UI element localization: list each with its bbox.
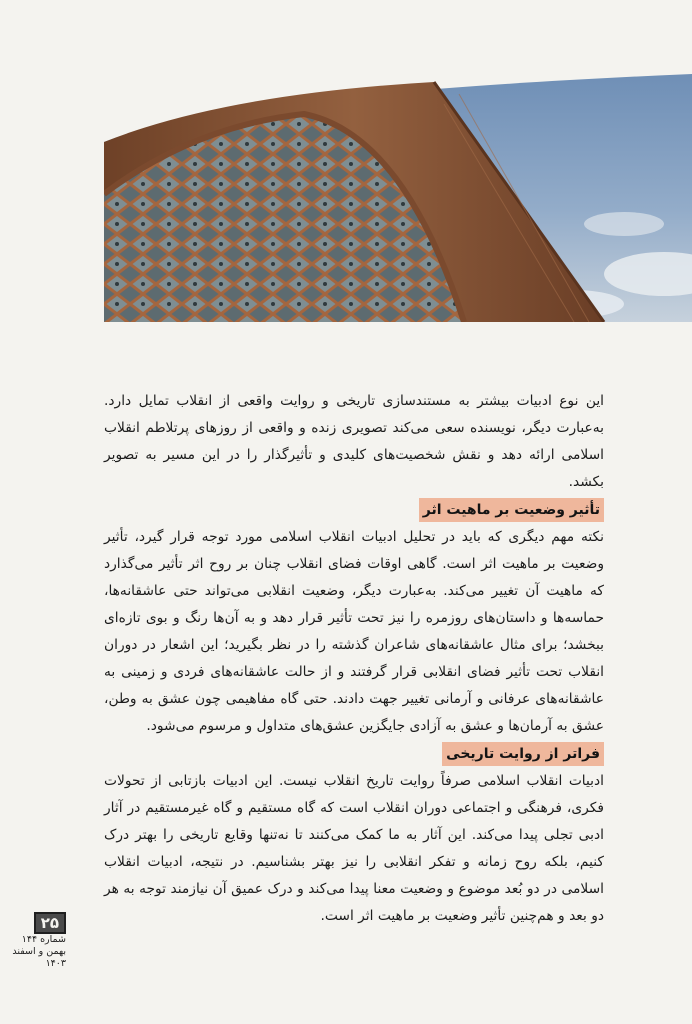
issue-number: شماره ۱۴۴ bbox=[21, 934, 66, 945]
article-body bbox=[104, 388, 604, 930]
tower-illustration bbox=[104, 74, 692, 322]
paragraph-beyond: ادبیات انقلاب اسلامی صرفاً روایت تاریخ انقلاب نیست. این ادبیات بازتابی از تحولات فکری، فرهنگی و اجتماعی دوران انقلاب است که گاه مستقیم و گاه غیرمستقیم در آثار ادبی تجلی پیدا می‌کند. این آثار به ما کمک می‌کنند تا نه‌تنها وقایع تاریخی را بهتر درک کنیم، بلکه روح زمانه و تفکر انقلابی را نیز بهتر بشناسیم. در نتیجه، ادبیات انقلاب اسلامی در دو بُعد موضوع و وضعیت معنا پیدا می‌کند و درک عمیق آن نیازمند توجه به هر دو بعد و هم‌چنین تأثیر وضعیت بر ماهیت اثر است. bbox=[104, 773, 604, 924]
section-heading-1: تأثیر وضعیت بر ماهیت اثر bbox=[419, 498, 604, 522]
paragraph-intro: این نوع ادبیات بیشتر به مستندسازی تاریخی و روایت واقعی از انقلاب تمایل دارد. به‌عبارت دیگر، نویسنده سعی می‌کند تصویری زنده و واقعی از روزهای پرتلاطم انقلاب اسلامی ارائه دهد و نقش شخصیت‌های کلیدی و تأثیرگذار را در این مسیر به تصویر بکشد. bbox=[104, 393, 604, 490]
page-number: ۲۵ bbox=[34, 912, 66, 934]
azadi-tower-photo bbox=[104, 74, 692, 322]
paragraph-state: نکته مهم دیگری که باید در تحلیل ادبیات انقلاب اسلامی مورد توجه قرار گیرد، تأثیر وضعیت بر ماهیت اثر است. گاهی اوقات فضای انقلاب چنان بر روح اثر تأثیر می‌گذارد که ماهیت آن تغییر می‌کند. به‌عبارت دیگر، وضعیت انقلابی می‌تواند حتی عاشقانه‌ها، حماسه‌ها و داستان‌های روزمره را نیز تحت تأثیر قرار دهد و به آن‌ها رنگ و بوی تازه‌ای ببخشد؛ برای مثال عاشقانه‌های شاعران گذشته را در نظر بگیرید؛ این اشعار در دوران انقلاب تحت تأثیر فضای انقلابی قرار گرفتند و از حالت عاشقانه‌های فردی و زمینی به عاشقانه‌های عرفانی و آرمانی تغییر جهت دادند. حتی گاه مفاهیمی چون عشق به وطن، عشق به آرمان‌ها و عشق به آزادی جایگزین عشق‌های متداول و مرسوم می‌شود. bbox=[104, 529, 604, 734]
section-heading-2: فراتر از روایت تاریخی bbox=[442, 742, 604, 766]
page-footer bbox=[8, 912, 66, 970]
issue-date: بهمن و اسفند ۱۴۰۳ bbox=[12, 946, 66, 969]
